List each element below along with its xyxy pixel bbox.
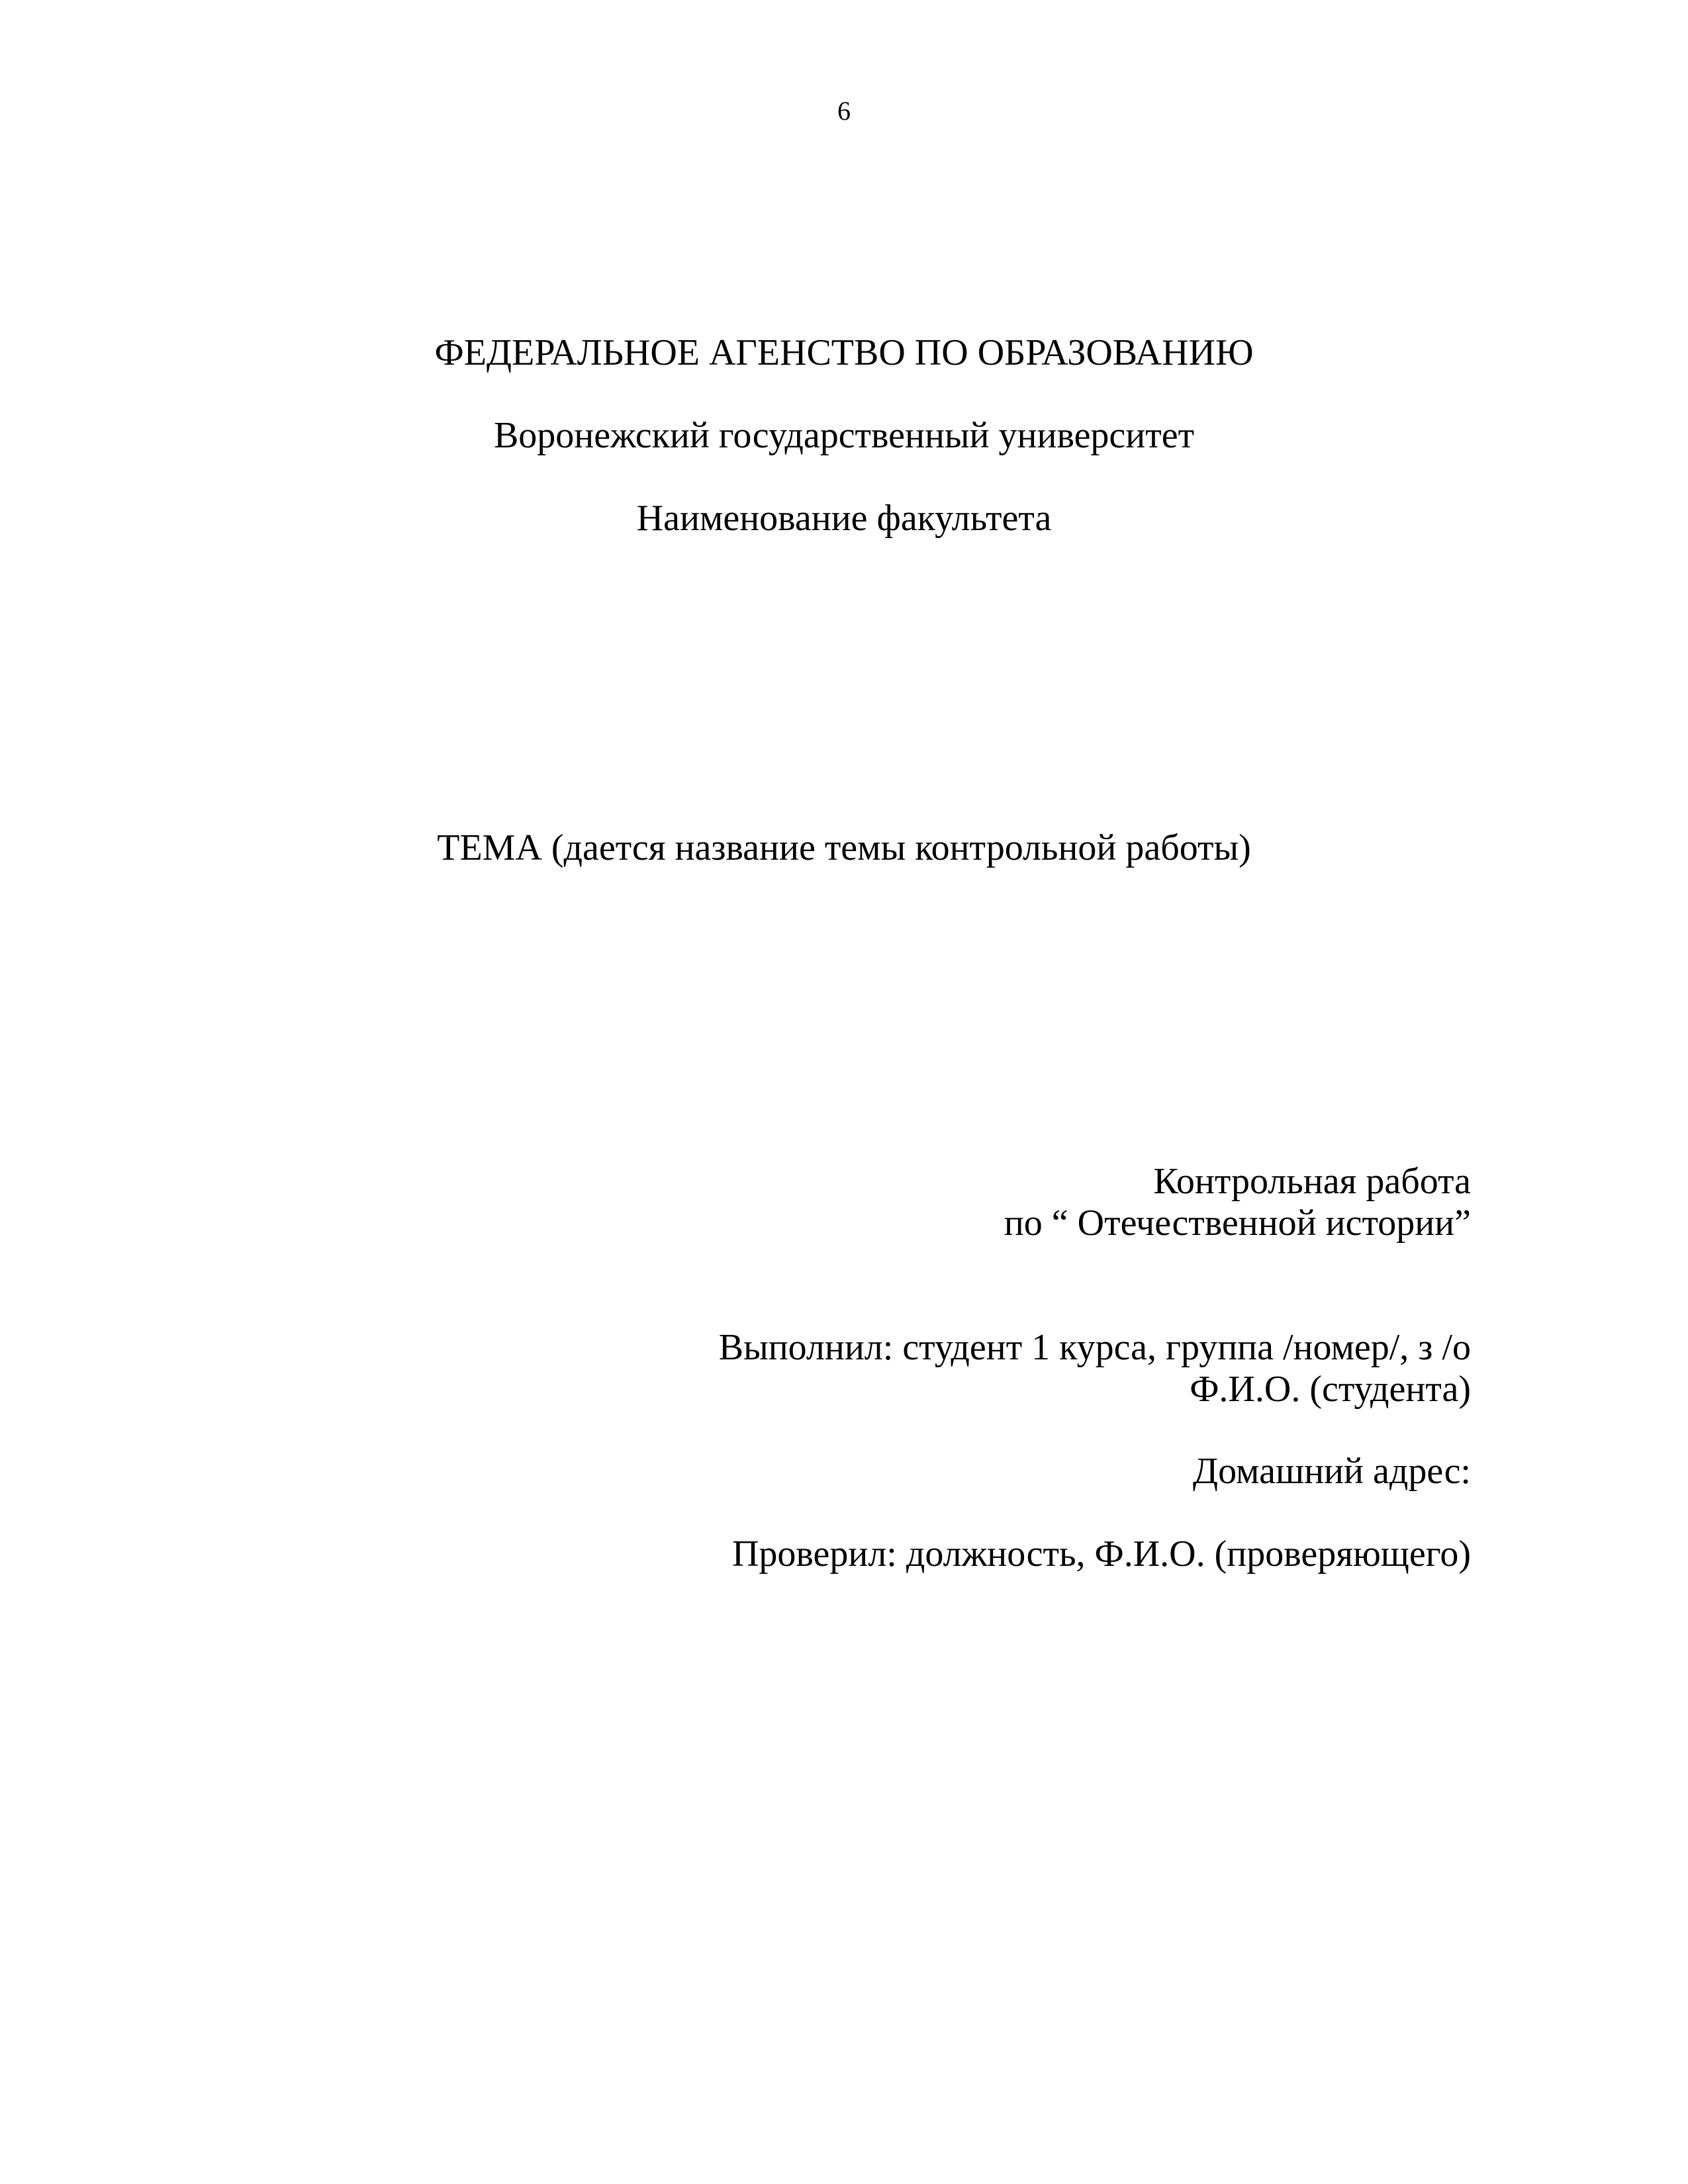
- home-address: Домашний адрес:: [1192, 1451, 1471, 1492]
- work-type: Контрольная работа: [1153, 1161, 1471, 1202]
- subject-line: по “ Отечественной истории”: [1004, 1203, 1471, 1244]
- agency-title: ФЕДЕРАЛЬНОЕ АГЕНСТВО ПО ОБРАЗОВАНИЮ: [434, 332, 1254, 373]
- performed-by: Выполнил: студент 1 курса, группа /номер/, з /о: [718, 1327, 1471, 1368]
- faculty-name: Наименование факультета: [636, 498, 1052, 539]
- checked-by: Проверил: должность, Ф.И.О. (проверяющего): [731, 1533, 1471, 1574]
- student-name: Ф.И.О. (студента): [1190, 1369, 1471, 1410]
- topic-title: ТЕМА (дается название темы контрольной работы): [437, 827, 1251, 868]
- page-number: 6: [837, 96, 851, 126]
- university-name: Воронежский государственный университет: [493, 415, 1195, 456]
